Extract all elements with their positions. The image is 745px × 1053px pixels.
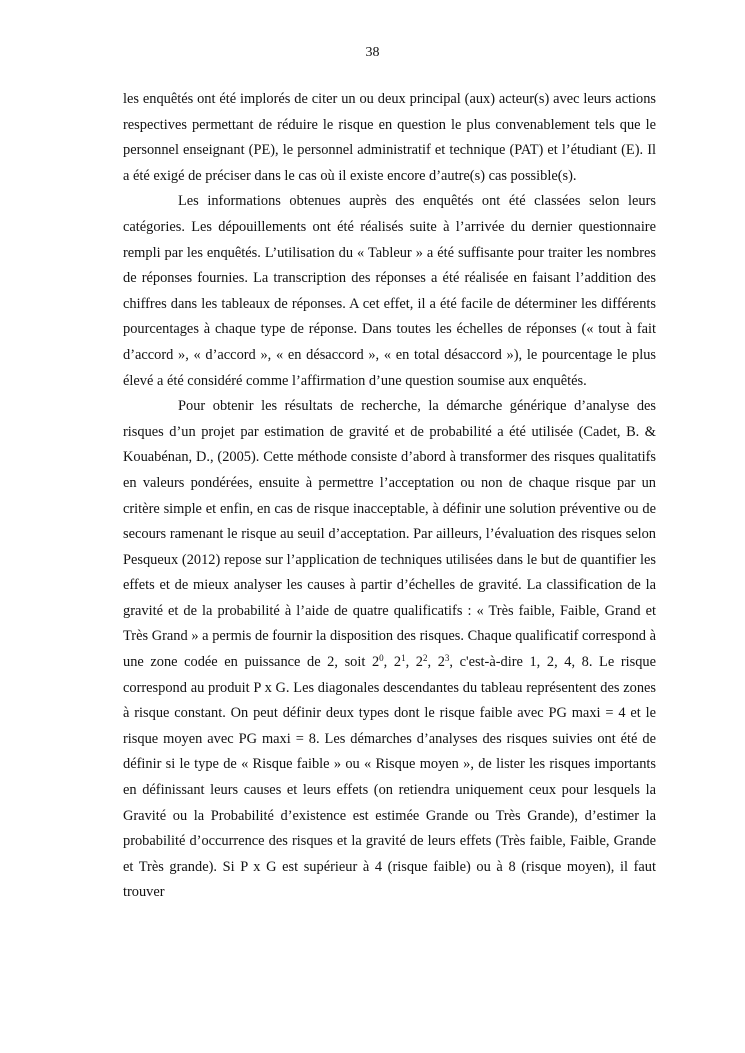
risk-method-text-after-powers: , c'est-à-dire 1, 2, 4, 8. Le risque correspond au produit P x G. Les diagonales descendantes du tableau représentent des zones à risque constant. On peut définir deux types dont le risque faible avec PG maxi = 4 et le risque moyen avec PG maxi = 8. Les démarches d’analyses des risques suivies ont été de définir si le type de « Risque faible » ou « Risque moyen », de lister les risques importants en définissant leurs causes et leurs effets (on retiendra uniquement ceux pour lesquels la Gravité ou la Probabilité d’existence est estimée Grande ou Très Grande), d’estimer la probabilité d’occurrence des risques et la gravité de leurs effets (Très faible, Faible, Grande et Très grande). Si P x G est supérieur à 4 (risque faible) ou à 8 (risque moyen), il faut trouver <box>123 654 656 901</box>
power-separator: , <box>405 654 416 671</box>
power-exponent: 2 <box>422 653 428 664</box>
risk-method-text-before-powers: Pour obtenir les résultats de recherche, la démarche générique d’analyse des risques d’un projet par estimation de gravité et de probabilité a été utilisée (Cadet, B. & Kouabénan, D., (2005). Cette méthode consiste d’abord à transformer des risques qualitatifs en valeurs pondérées, ensuite à permettre l’acceptation ou non de chaque risque par un critère simple et enfin, en cas de risque inacceptable, à définir une solution préventive ou de secours ramenant le risque au seuil d’acceptation. Par ailleurs, l’évaluation des risques selon Pesqueux (2012) repose sur l’application de techniques utilisées dans le but de quantifier les effets et de mieux analyser les causes à partir d’échelles de gravité. La classification de la gravité et de la probabilité à l’aide de quatre qualificatifs : « Très faible, Faible, Grand et Très Grand » a permis de fournir la disposition des risques. Chaque qualificatif correspond à une zone codée en puissance de 2, soit <box>123 398 656 671</box>
paragraph-survey-actors: les enquêtés ont été implorés de citer un ou deux principal (aux) acteur(s) avec leurs actions respectives permettant de réduire le risque en question le plus convenablement tels que le personnel enseignant (PE), le personnel administratif et technique (PAT) et l’étudiant (E). Il a été exigé de préciser dans le cas où il existe encore d’autre(s) cas possible(s). <box>123 91 656 184</box>
paragraph-data-processing: Les informations obtenues auprès des enquêtés ont été classées selon leurs catégories. Les dépouillements ont été réalisés suite à l’arrivée du dernier questionnaire rempli par les enquêtés. L’utilisation du « Tableur » a été suffisante pour traiter les nombres de réponses fournies. La transcription des réponses a été réalisée en faisant l’addition des chiffres dans les tableaux de réponses. A cet effet, il a été facile de déterminer les différents pourcentages à chaque type de réponse. Dans toutes les échelles de réponses (« tout à fait d’accord », « d’accord », « en désaccord », « en total désaccord »), le pourcentage le plus élevé a été considéré comme l’affirmation d’une question soumise aux enquêtés. <box>123 193 656 389</box>
power-base: 2 <box>393 654 402 671</box>
page-number: 38 <box>365 45 380 60</box>
power-term <box>394 654 416 670</box>
power-separator: , <box>427 654 438 671</box>
power-base: 2 <box>371 654 380 671</box>
power-base: 2 <box>415 654 423 671</box>
power-exponent: 3 <box>444 653 450 664</box>
power-exponent: 0 <box>379 653 384 664</box>
power-term <box>416 654 438 670</box>
power-exponent: 1 <box>401 653 406 664</box>
power-separator: , <box>383 654 394 671</box>
power-term <box>438 654 450 670</box>
body-text <box>123 87 656 906</box>
paragraph-risk-analysis-method <box>123 394 656 906</box>
power-term <box>372 654 394 670</box>
power-base: 2 <box>437 654 445 671</box>
